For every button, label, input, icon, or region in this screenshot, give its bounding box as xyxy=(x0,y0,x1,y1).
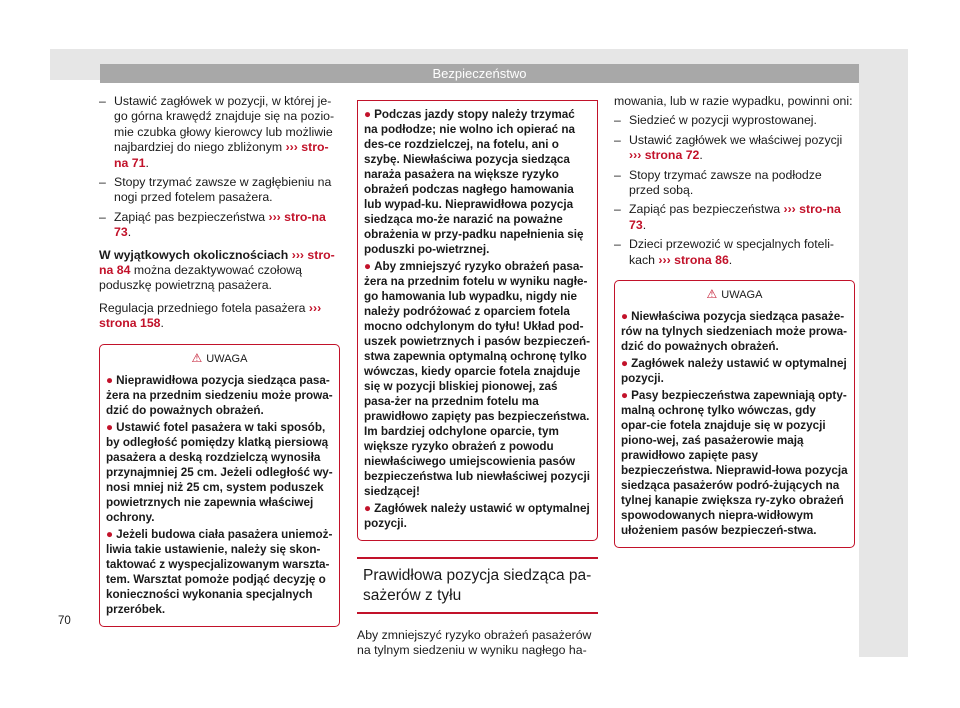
list-item: – Ustawić zagłówek w pozycji, w której je-go górna krawędź znajduje się na pozio-mie czubka głowy kierowcy lub możliwie najbardziej do niego zbliżonym ››› stro-na 71. xyxy=(99,94,340,171)
warning-box xyxy=(99,344,340,627)
paragraph: Regulacja przedniego fotela pasażera ››› strona 158. xyxy=(99,300,322,331)
page-reference-link[interactable]: ››› stro-na 84 xyxy=(99,247,335,278)
bullet-dot-icon: ● xyxy=(364,108,372,121)
paragraph: W wyjątkowych okolicznościach ››› stro-na 84 można dezaktywować czołową poduszkę powietrzną pasażera. xyxy=(99,247,335,293)
list-item: – Siedzieć w pozycji wyprostowanej. xyxy=(614,113,855,128)
warning-item: ● Zagłówek należy ustawić w optymalnej pozycji. xyxy=(621,357,847,386)
warning-item: ● Pasy bezpieczeństwa zapewniają opty-malną ochronę tylko wówczas, gdy opar-cie fotela znajduje się w pozycji piono-wej, zaś pasażerowie mają prawidłowo zapięte pasy bezpieczeństwa. Nieprawid-łowa pozycja siedząca pasażerów podró-żujących na tylnej kanapie zwiększa ry-zyko obrażeń spowodowanych niepra-widłowym ułożeniem pasów bezpieczeń-stwa. xyxy=(621,389,848,538)
page-number: 70 xyxy=(58,615,71,627)
list-item: – Dzieci przewozić w specjalnych foteli-kach ››› strona 86. xyxy=(614,237,855,268)
list-item: – Zapiąć pas bezpieczeństwa ››› stro-na 73. xyxy=(99,210,340,241)
column-left xyxy=(99,94,340,627)
warning-item: ● Jeżeli budowa ciała pasażera uniemoż-liwia takie ustawienie, należy się skon-taktować z wyspecjalizowanym warszta-tem. Warsztat pomoże podjąć decyzję o konieczności wykonania specjalnych przeróbek. xyxy=(106,527,333,616)
column-right xyxy=(614,94,855,548)
bullet-dot-icon: ● xyxy=(621,389,629,403)
warning-header: ⚠ UWAGA xyxy=(706,287,763,302)
bullet-dot-icon: ● xyxy=(364,260,372,273)
paragraph: mowania, lub w razie wypadku, powinni oni: xyxy=(614,94,853,108)
list-item: – Ustawić zagłówek we właściwej pozycji ››› strona 72. xyxy=(614,133,855,164)
warning-item: ● Podczas jazdy stopy należy trzymać na podłodze; nie wolno ich opierać na des-ce rozdzielczej, na fotelu, ani o szybę. Niewłaściwa pozycja siedząca naraża pasażera na większe ryzyko obrażeń podczas nagłego hamowania lub wypad-ku. Nieprawidłowa pozycja siedząca mo-że narazić na poważne obrażenia w przy-padku napełnienia się poduszki po-wietrznej. xyxy=(364,108,584,256)
bullet-dot-icon: ● xyxy=(106,373,114,387)
warning-triangle-icon: ⚠ xyxy=(191,350,203,365)
bullet-dot-icon: ● xyxy=(106,420,114,434)
bullet-dot-icon: ● xyxy=(621,310,629,324)
page-reference-link[interactable]: ››› strona 158 xyxy=(99,300,322,331)
warning-item: ● Ustawić fotel pasażera w taki sposób, by odległość pomiędzy klatką piersiową pasażera a deską rozdzielczą wynosiła przynajmniej 25 cm. Jeżeli odległość wy-nosi mniej niż 25 cm, system poduszek powietrznych nie zapewnia właściwej ochrony. xyxy=(106,420,333,524)
warning-header: ⚠ UWAGA xyxy=(191,350,248,365)
warning-triangle-icon: ⚠ xyxy=(706,287,718,302)
section-title: Prawidłowa pozycja siedząca pa-sażerów z tyłu xyxy=(357,557,598,614)
bullet-dot-icon: ● xyxy=(621,357,629,371)
warning-item: ● Niewłaściwa pozycja siedząca pasaże-rów na tylnych siedzeniach może prowa-dzić do poważnych obrażeń. xyxy=(621,310,848,354)
warning-item: ● Aby zmniejszyć ryzyko obrażeń pasa-żera na przednim fotelu w wyniku nagłe-go hamowania lub wypadku, nigdy nie należy podróżować z oparciem fotela mocno odchylonym do tyłu! Układ pod-uszek powietrznych i pasów bezpieczeń-stwa zapewnia optymalną ochronę tylko wówczas, kiedy oparcie fotela znajduje się w pozycji bliskiej pionowej, zaś pasa-żer na przednim fotelu ma prawidłowo zapięty pas bezpieczeństwa. Im bardziej odchylone oparcie, tym większe ryzyko obrażeń z powodu niewłaściwego umiejscowienia pasów bezpieczeństwa lub niewłaściwej pozycji siedzącej! xyxy=(364,260,591,498)
page-header: Bezpieczeństwo xyxy=(100,64,859,83)
page-reference-link[interactable]: ››› strona 72 xyxy=(629,148,700,163)
list-item: – Stopy trzymać zawsze w zagłębieniu na nogi przed fotelem pasażera. xyxy=(99,175,340,206)
warning-box xyxy=(614,280,855,548)
warning-box-continued xyxy=(357,100,598,541)
page-reference-link[interactable]: ››› stro-na 73 xyxy=(629,202,841,232)
warning-item: ● Nieprawidłowa pozycja siedząca pasa-żera na przednim siedzeniu może prowa-dzić do poważnych obrażeń. xyxy=(106,373,333,417)
paragraph: Aby zmniejszyć ryzyko obrażeń pasażerów na tylnym siedzeniu w wyniku nagłego ha- xyxy=(357,628,592,658)
page-reference-link[interactable]: ››› stro-na 71 xyxy=(114,140,329,170)
warning-item: ● Zagłówek należy ustawić w optymalnej pozycji. xyxy=(364,502,590,530)
bullet-dot-icon: ● xyxy=(106,527,114,541)
list-item: – Zapiąć pas bezpieczeństwa ››› stro-na 73. xyxy=(614,202,855,233)
column-middle xyxy=(357,100,598,666)
page-reference-link[interactable]: ››› stro-na 73 xyxy=(114,209,326,240)
page-reference-link[interactable]: ››› strona 86 xyxy=(658,252,729,267)
bullet-dot-icon: ● xyxy=(364,502,372,515)
list-item: – Stopy trzymać zawsze na podłodze przed sobą. xyxy=(614,168,855,199)
